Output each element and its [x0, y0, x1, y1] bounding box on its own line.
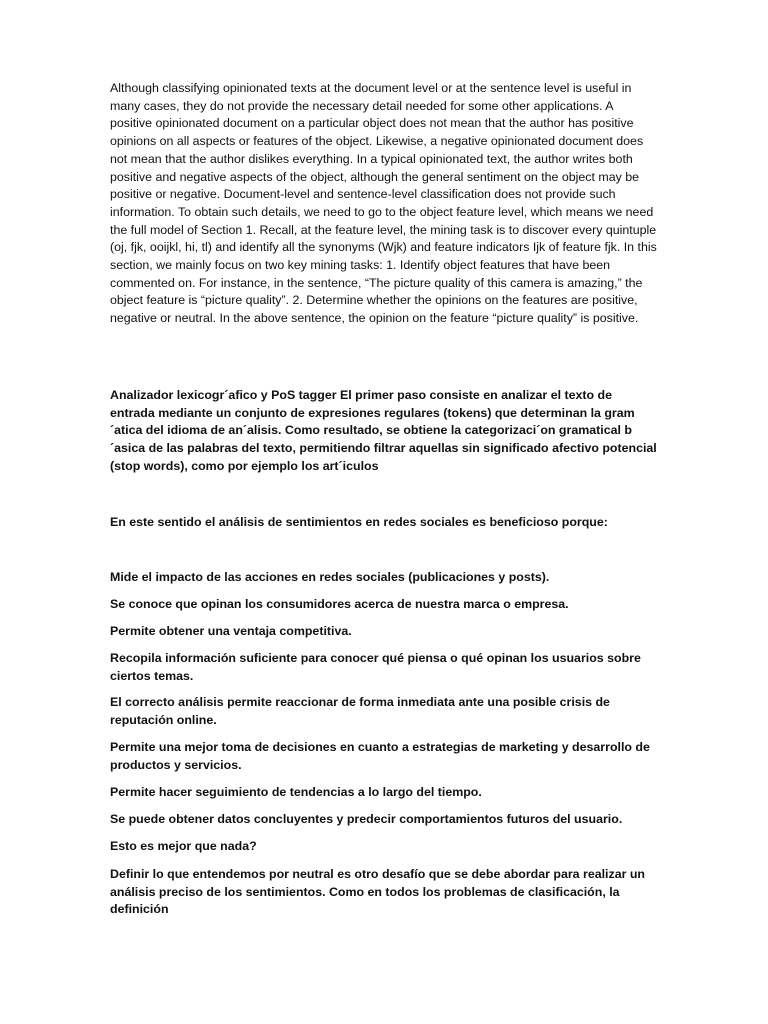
paragraph-lexical-analyzer	[110, 387, 658, 476]
list-item: Permite una mejor toma de decisiones en cuanto a estrategias de marketing y desarrollo de productos y servicios.	[110, 740, 650, 772]
list-item: El correcto análisis permite reaccionar de forma inmediata ante una posible crisis de reputación online.	[110, 695, 610, 727]
paragraph-feature-mining: Although classifying opinionated texts at the document level or at the sentence level is useful in many cases, they do not provide the necessary detail needed for some other applications. A positive opinionated document on a particular object does not mean that the author has positive opinions on all aspects or features of the object. Likewise, a negative opinionated document does not mean that the author dislikes everything. In a typical opinionated text, the author writes both positive and negative aspects of the object, although the general sentiment on the object may be positive or negative. Document-level and sentence-level classification does not provide such information. To obtain such details, we need to go to the object feature level, which means we need the full model of Section 1. Recall, at the feature level, the mining task is to discover every quintuple (oj, fjk, ooijkl, hi, tl) and identify all the synonyms (Wjk) and feature indicators Ijk of feature fjk. In this section, we mainly focus on two key mining tasks: 1. Identify object features that have been commented on. For instance, in the sentence, “The picture quality of this camera is amazing,” the object feature is “picture quality”. 2. Determine whether the opinions on the features are positive, negative or neutral. In the above sentence, the opinion on the feature “picture quality” is positive.	[110, 81, 657, 326]
paragraph-benefits-intro: En este sentido el análisis de sentimientos en redes sociales es beneficioso porque:	[110, 515, 608, 529]
list-item: Recopila información suficiente para conocer qué piensa o qué opinan los usuarios sobre ciertos temas.	[110, 651, 641, 683]
list-item: Permite hacer seguimiento de tendencias a lo largo del tiempo.	[110, 785, 482, 799]
list-item: Se puede obtener datos concluyentes y predecir comportamientos futuros del usuario.	[110, 812, 623, 826]
list-item: Esto es mejor que nada?	[110, 839, 257, 853]
list-item: Mide el impacto de las acciones en redes sociales (publicaciones y posts).	[110, 570, 550, 584]
paragraph-neutral-definition: Definir lo que entendemos por neutral es otro desafío que se debe abordar para realizar un análisis preciso de los sentimientos. Como en todos los problemas de clasificación, la definición	[110, 867, 645, 917]
list-item: Permite obtener una ventaja competitiva.	[110, 624, 352, 638]
paragraph-lexical-analyzer-title: Analizador lexicogr´afico y PoS tagger	[110, 388, 337, 402]
paragraph-lexical-analyzer-body: El primer paso consiste en analizar el texto de entrada mediante un conjunto de expresiones regulares (tokens) que determinan la gram´atica del idioma de an´alisis. Como resultado, se obtiene la categorizaci´on gramatical b´asica de las palabras del texto, permitiendo filtrar aquellas sin significado afectivo potencial (stop words), como por ejemplo los art´iculos	[110, 388, 657, 473]
list-item: Se conoce que opinan los consumidores acerca de nuestra marca o empresa.	[110, 597, 569, 611]
